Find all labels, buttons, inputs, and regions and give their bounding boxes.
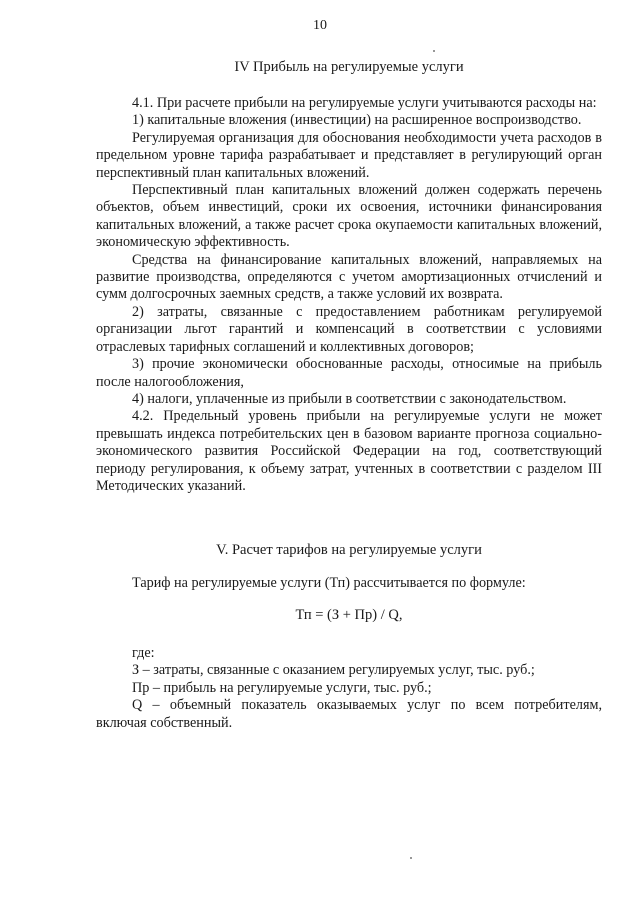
scan-speck [433,50,435,52]
formula-intro: Тариф на регулируемые услуги (Тп) рассчитывается по формуле: [132,575,526,591]
section-5-body [96,575,602,592]
section-4-body [96,95,602,495]
paragraph-4-2: 4.2. Предельный уровень прибыли на регулируемые услуги не может превышать индекса потребительских цен в базовом варианте прогноза социально-экономического развития Российской Федерации на год, соответствующий периоду регулирования, к объему затрат, учтенных в соответствии с разделом III Методических указаний. [96,408,602,494]
paragraph-financing: Средства на финансирование капитальных вложений, направляемых на развитие производства, определяются с учетом амортизационных отчислений и сумм долгосрочных заемных средств, а также условий их возврата. [96,251,602,303]
formula-block [96,607,602,624]
paragraph-justification: Регулируемая организация для обоснования необходимости учета расходов в предельном уровне тарифа разрабатывает и представляет в регулирующий орган перспективный план капитальных вложений. [96,129,602,181]
paragraph-investment-plan: Перспективный план капитальных вложений должен содержать перечень объектов, объем инвестиций, сроки их освоения, источники финансирования капитальных вложений, а также расчет срока окупаемости капитальных вложений, экономическую эффективность. [96,182,602,251]
paragraph-item-3: 3) прочие экономически обоснованные расходы, относимые на прибыль после налогообложения, [96,356,602,390]
definitions-block [96,645,602,732]
definition-profit: Пр – прибыль на регулируемые услуги, тыс. руб.; [132,679,432,696]
where-label: где: [132,645,155,661]
tariff-formula: Тп = (З + Пр) / Q, [295,607,403,623]
section-4-heading: IV Прибыль на регулируемые услуги [234,59,464,75]
paragraph-item-1: 1) капитальные вложения (инвестиции) на расширенное воспроизводство. [132,112,582,129]
definition-costs: З – затраты, связанные с оказанием регулируемых услуг, тыс. руб.; [132,662,535,679]
paragraph-4-1: 4.1. При расчете прибыли на регулируемые услуги учитываются расходы на: [132,95,597,111]
scan-speck [410,857,412,859]
definition-volume: Q – объемный показатель оказываемых услуг по всем потребителям, включая собственный. [96,697,602,731]
section-5-heading: V. Расчет тарифов на регулируемые услуги [216,542,482,558]
page-number: 10 [313,18,327,33]
paragraph-item-2: 2) затраты, связанные с предоставлением работникам регулируемой организации льгот гарантий и компенсаций в соответствии с условиями отраслевых тарифных соглашений и коллективных договоров; [96,303,602,355]
paragraph-item-4: 4) налоги, уплаченные из прибыли в соответствии с законодательством. [132,390,567,407]
